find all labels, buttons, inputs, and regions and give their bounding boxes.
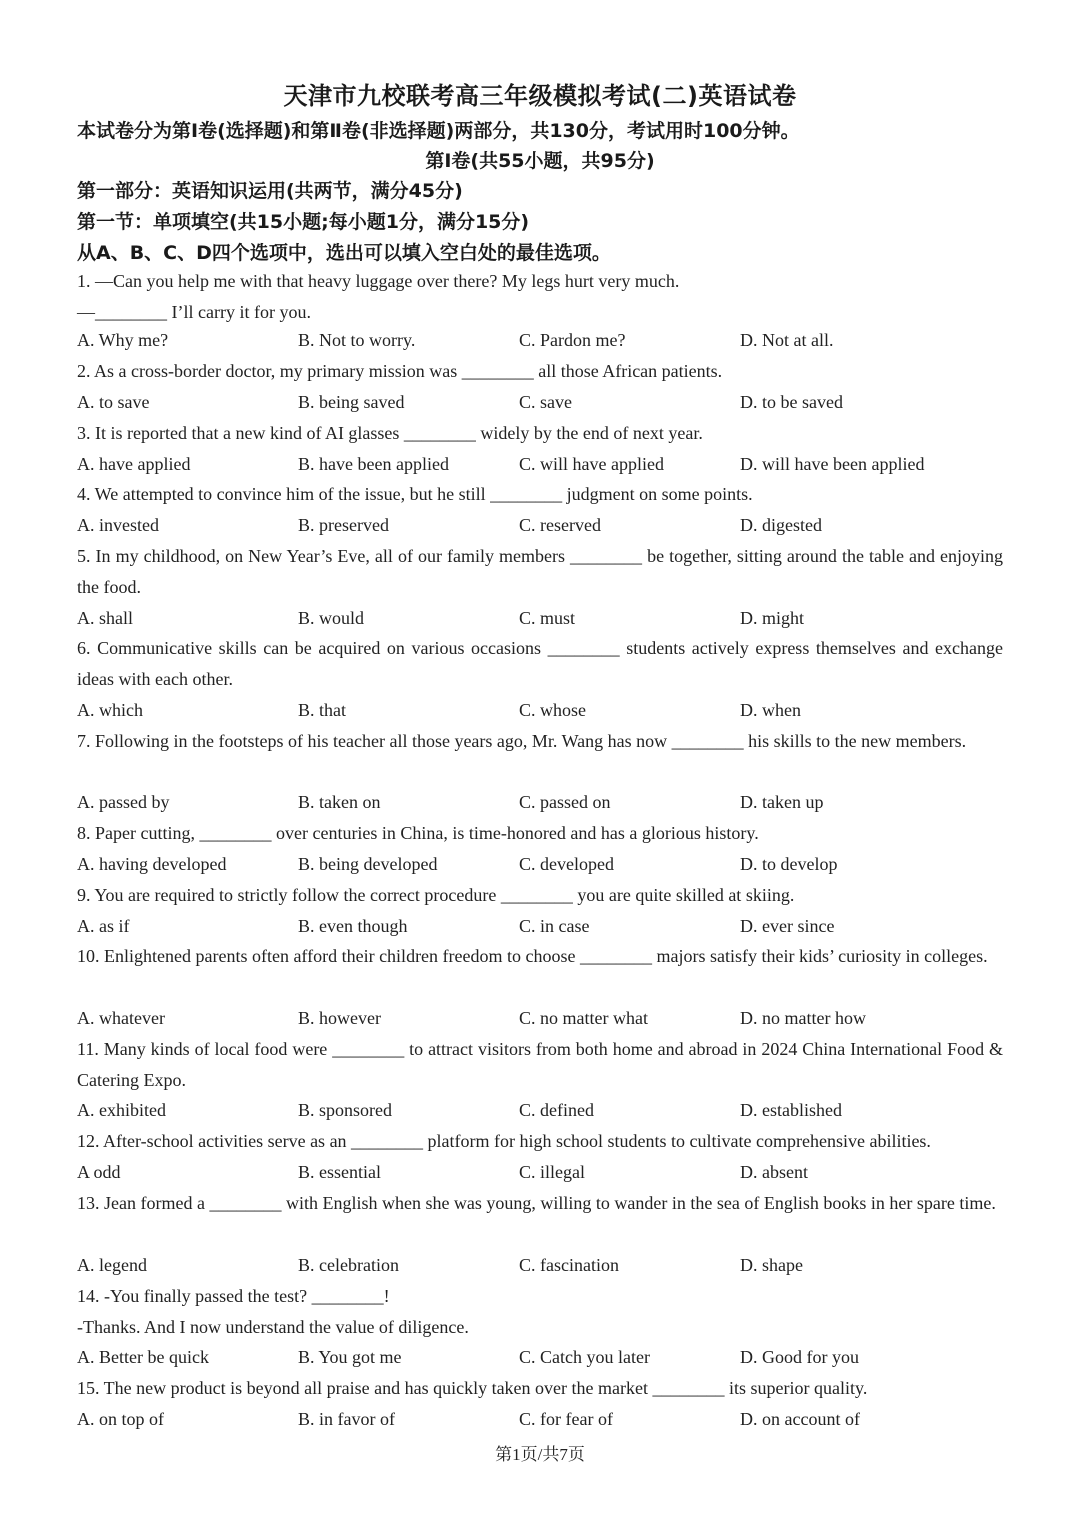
question-11 <box>77 1034 1003 1096</box>
question-line: 12. After-school activities serve as an ________ platform for high school students to cultivate comprehensive abilities. <box>77 1131 931 1151</box>
option-b: B. that <box>298 700 346 720</box>
options-9 <box>77 911 1003 942</box>
options-7 <box>77 787 1003 818</box>
option-c: C. defined <box>519 1100 594 1120</box>
options-13 <box>77 1250 1003 1281</box>
options-5 <box>77 603 1003 634</box>
question-10 <box>77 941 1003 972</box>
option-b: B. even though <box>298 916 408 936</box>
option-d: D. absent <box>740 1162 808 1182</box>
question-3 <box>77 418 1003 449</box>
option-a: A. legend <box>77 1255 147 1275</box>
option-c: C. in case <box>519 916 590 936</box>
exam-intro: 本试卷分为第Ⅰ卷(选择题)和第Ⅱ卷(非选择题)两部分，共130分，考试用时100分钟。 <box>77 120 800 142</box>
option-b: B. would <box>298 608 365 628</box>
options-2 <box>77 387 1003 418</box>
option-d: D. Good for you <box>740 1347 859 1367</box>
question-line: 11. Many kinds of local food were ________ to attract visitors from both home and abroad in 2024 China International Food & Catering Expo. <box>77 1039 1003 1090</box>
question-line: 13. Jean formed a ________ with English when she was young, willing to wander in the sea of English books in her spare time. <box>77 1193 996 1213</box>
option-d: D. taken up <box>740 792 824 812</box>
option-d: D. to be saved <box>740 392 843 412</box>
volume-title: 第Ⅰ卷(共55小题，共95分) <box>425 150 655 172</box>
option-d: D. no matter how <box>740 1008 866 1028</box>
option-c: C. whose <box>519 700 586 720</box>
option-a: A. invested <box>77 515 159 535</box>
question-2 <box>77 356 1003 387</box>
options-3 <box>77 449 1003 480</box>
option-a: A. whatever <box>77 1008 165 1028</box>
options-6 <box>77 695 1003 726</box>
option-c: C. save <box>519 392 572 412</box>
option-a: A. have applied <box>77 454 191 474</box>
question-line: 6. Communicative skills can be acquired on various occasions ________ students actively express themselves and exchange ideas with each other. <box>77 638 1003 689</box>
question-line: 4. We attempted to convince him of the issue, but he still ________ judgment on some points. <box>77 484 753 504</box>
option-c: C. reserved <box>519 515 601 535</box>
options-1 <box>77 325 1003 356</box>
options-11 <box>77 1095 1003 1126</box>
option-a: A. shall <box>77 608 133 628</box>
option-a: A. Better be quick <box>77 1347 209 1367</box>
option-c: C. Pardon me? <box>519 330 626 350</box>
option-a: A. as if <box>77 916 130 936</box>
option-a: A. having developed <box>77 854 227 874</box>
question-line: 8. Paper cutting, ________ over centuries in China, is time-honored and has a glorious history. <box>77 823 759 843</box>
option-c: C. for fear of <box>519 1409 613 1429</box>
option-a: A. on top of <box>77 1409 164 1429</box>
question-7 <box>77 726 1003 757</box>
option-c: C. passed on <box>519 792 611 812</box>
question-line: 1. —Can you help me with that heavy luggage over there? My legs hurt very much. <box>77 271 680 291</box>
option-b: B. preserved <box>298 515 389 535</box>
option-d: D. on account of <box>740 1409 860 1429</box>
option-b: B. taken on <box>298 792 381 812</box>
section-title: 第一节：单项填空(共15小题;每小题1分，满分15分) <box>77 211 530 233</box>
option-b: B. celebration <box>298 1255 399 1275</box>
question-14 <box>77 1281 1003 1343</box>
option-a: A odd <box>77 1162 121 1182</box>
question-1 <box>77 266 1003 328</box>
option-c: C. Catch you later <box>519 1347 650 1367</box>
option-c: C. fascination <box>519 1255 619 1275</box>
question-line: 5. In my childhood, on New Year’s Eve, all of our family members ________ be together, sitting around the table and enjoying the food. <box>77 546 1003 597</box>
part-title: 第一部分：英语知识运用(共两节，满分45分) <box>77 180 463 202</box>
question-12 <box>77 1126 1003 1157</box>
option-d: D. established <box>740 1100 842 1120</box>
question-8 <box>77 818 1003 849</box>
option-d: D. ever since <box>740 916 835 936</box>
option-b: B. being developed <box>298 854 438 874</box>
option-a: A. passed by <box>77 792 170 812</box>
question-line: 14. -You finally passed the test? ________! <box>77 1286 390 1306</box>
option-b: B. sponsored <box>298 1100 392 1120</box>
options-10 <box>77 1003 1003 1034</box>
option-b: B. You got me <box>298 1347 402 1367</box>
option-a: A. exhibited <box>77 1100 166 1120</box>
options-12 <box>77 1157 1003 1188</box>
question-15 <box>77 1373 1003 1404</box>
question-9 <box>77 880 1003 911</box>
question-line: -Thanks. And I now understand the value of diligence. <box>77 1317 469 1337</box>
question-line: 7. Following in the footsteps of his teacher all those years ago, Mr. Wang has now ________ his skills to the new members. <box>77 731 967 751</box>
exam-title: 天津市九校联考高三年级模拟考试(二)英语试卷 <box>283 82 797 110</box>
question-line: 9. You are required to strictly follow the correct procedure ________ you are quite skilled at skiing. <box>77 885 795 905</box>
option-c: C. developed <box>519 854 614 874</box>
option-d: D. might <box>740 608 805 628</box>
option-b: B. essential <box>298 1162 381 1182</box>
option-d: D. Not at all. <box>740 330 834 350</box>
options-4 <box>77 510 1003 541</box>
question-4 <box>77 479 1003 510</box>
option-a: A. Why me? <box>77 330 169 350</box>
option-c: C. will have applied <box>519 454 664 474</box>
question-13 <box>77 1188 1003 1219</box>
option-a: A. which <box>77 700 143 720</box>
option-d: D. shape <box>740 1255 803 1275</box>
question-line: 2. As a cross-border doctor, my primary mission was ________ all those African patients. <box>77 361 723 381</box>
page-number: 第1页/共7页 <box>495 1445 585 1464</box>
option-b: B. however <box>298 1008 381 1028</box>
option-c: C. illegal <box>519 1162 585 1182</box>
question-6 <box>77 633 1003 695</box>
option-b: B. being saved <box>298 392 405 412</box>
instruction: 从A、B、C、D四个选项中，选出可以填入空白处的最佳选项。 <box>77 242 611 264</box>
option-c: C. must <box>519 608 576 628</box>
option-d: D. to develop <box>740 854 838 874</box>
option-b: B. in favor of <box>298 1409 395 1429</box>
question-line: 3. It is reported that a new kind of AI glasses ________ widely by the end of next year. <box>77 423 703 443</box>
question-line: —________ I’ll carry it for you. <box>77 302 311 322</box>
option-d: D. will have been applied <box>740 454 925 474</box>
options-15 <box>77 1404 1003 1435</box>
option-c: C. no matter what <box>519 1008 648 1028</box>
options-8 <box>77 849 1003 880</box>
option-b: B. Not to worry. <box>298 330 416 350</box>
question-5 <box>77 541 1003 603</box>
options-14 <box>77 1342 1003 1373</box>
option-d: D. when <box>740 700 801 720</box>
question-line: 10. Enlightened parents often afford their children freedom to choose ________ majors satisfy their kids’ curiosity in colleges. <box>77 946 988 966</box>
question-line: 15. The new product is beyond all praise and has quickly taken over the market ________ its superior quality. <box>77 1378 868 1398</box>
option-a: A. to save <box>77 392 150 412</box>
option-d: D. digested <box>740 515 822 535</box>
option-b: B. have been applied <box>298 454 449 474</box>
